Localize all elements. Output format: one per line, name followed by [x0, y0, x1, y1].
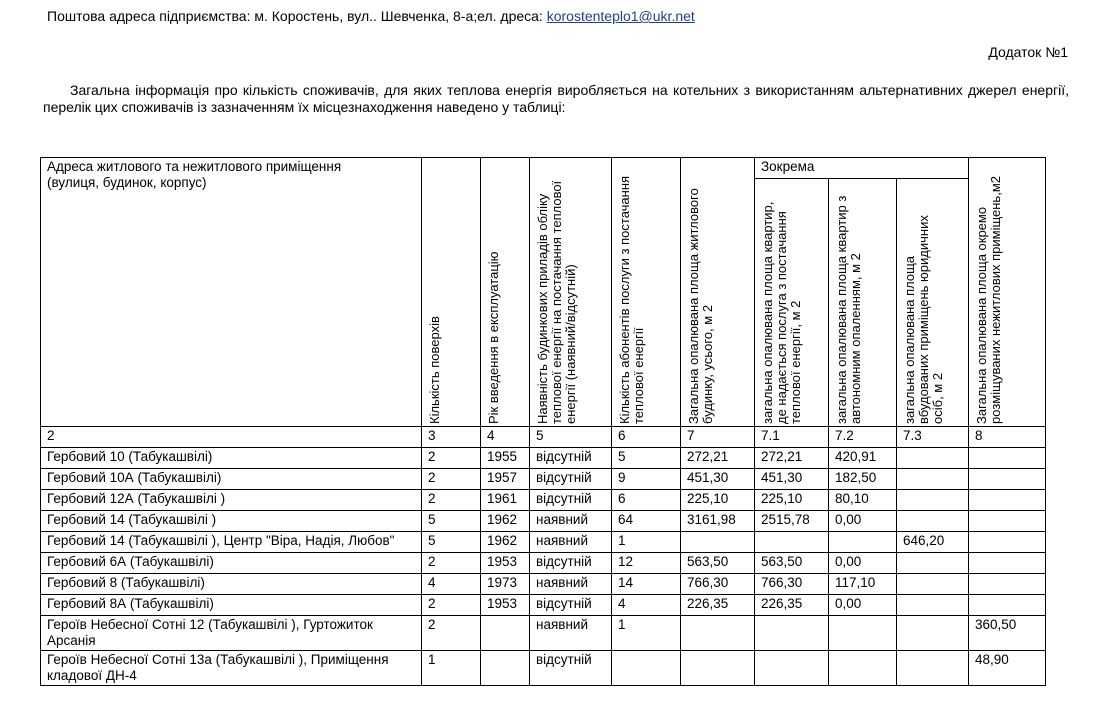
cell-area-71: 451,30 — [755, 469, 829, 490]
cell-area-total — [681, 651, 755, 686]
cell-area-71: 226,35 — [755, 595, 829, 616]
cell-area-8 — [969, 469, 1046, 490]
cell-year: 1962 — [481, 532, 530, 553]
col-number: 6 — [612, 427, 681, 448]
postal-address — [47, 8, 695, 24]
cell-floors: 2 — [422, 469, 481, 490]
cell-area-73 — [897, 490, 969, 511]
cell-address: Гербовий 14 (Табукашвілі ), Центр "Віра, Надія, Любов" — [41, 532, 422, 553]
cell-year — [481, 651, 530, 686]
cell-area-71: 766,30 — [755, 574, 829, 595]
cell-floors: 2 — [422, 595, 481, 616]
cell-area-73: 646,20 — [897, 532, 969, 553]
cell-meter: відсутній — [530, 469, 612, 490]
table-row — [41, 651, 1046, 686]
cell-subscribers: 5 — [612, 448, 681, 469]
cell-subscribers: 4 — [612, 595, 681, 616]
cell-area-total — [681, 616, 755, 651]
cell-area-8: 360,50 — [969, 616, 1046, 651]
cell-floors: 2 — [422, 616, 481, 651]
cell-meter: відсутній — [530, 448, 612, 469]
cell-area-8 — [969, 448, 1046, 469]
table-row — [41, 595, 1046, 616]
cell-meter: наявний — [530, 511, 612, 532]
cell-area-8 — [969, 490, 1046, 511]
cell-area-total: 272,21 — [681, 448, 755, 469]
cell-subscribers: 9 — [612, 469, 681, 490]
cell-area-72: 0,00 — [829, 553, 897, 574]
cell-year: 1961 — [481, 490, 530, 511]
table-row — [41, 616, 1046, 651]
cell-floors: 2 — [422, 448, 481, 469]
header-area-total: Загальна опалювана площа житлового будинку, усього, м 2 — [681, 158, 755, 427]
table-row — [41, 490, 1046, 511]
cell-address: Гербовий 14 (Табукашвілі ) — [41, 511, 422, 532]
annex-label: Додаток №1 — [988, 44, 1068, 60]
cell-area-73 — [897, 616, 969, 651]
header-meter: Наявність будинкових приладів обліку теплової енергії на постачання теплової енергії (наявний/відсутній) — [530, 158, 612, 427]
cell-area-72 — [829, 651, 897, 686]
cell-address: Гербовий 6А (Табукашвілі) — [41, 553, 422, 574]
col-number: 5 — [530, 427, 612, 448]
cell-meter: відсутній — [530, 490, 612, 511]
cell-area-8 — [969, 553, 1046, 574]
table-row — [41, 553, 1046, 574]
cell-area-73 — [897, 651, 969, 686]
cell-subscribers — [612, 651, 681, 686]
cell-area-8: 48,90 — [969, 651, 1046, 686]
cell-address: Гербовий 10А (Табукашвілі) — [41, 469, 422, 490]
cell-area-total — [681, 532, 755, 553]
cell-area-8 — [969, 574, 1046, 595]
cell-area-8 — [969, 532, 1046, 553]
cell-area-72: 0,00 — [829, 511, 897, 532]
header-year: Рік введення в експлуатацію — [481, 158, 530, 427]
header-floors: Кількість поверхів — [422, 158, 481, 427]
table-row — [41, 574, 1046, 595]
cell-year: 1955 — [481, 448, 530, 469]
col-number: 7 — [681, 427, 755, 448]
col-number: 7.2 — [829, 427, 897, 448]
cell-year: 1953 — [481, 595, 530, 616]
cell-area-total: 3161,98 — [681, 511, 755, 532]
col-number: 2 — [41, 427, 422, 448]
cell-floors: 5 — [422, 532, 481, 553]
cell-year: 1957 — [481, 469, 530, 490]
cell-meter: наявний — [530, 574, 612, 595]
cell-area-71: 272,21 — [755, 448, 829, 469]
header-area-8: Загальна опалювана площа окремо розміщуваних нежитлових приміщень,м2 — [969, 158, 1046, 427]
cell-area-71 — [755, 616, 829, 651]
cell-subscribers: 14 — [612, 574, 681, 595]
header-zokrema: Зокрема — [755, 158, 969, 179]
cell-address: Гербовий 10 (Табукашвілі) — [41, 448, 422, 469]
col-number: 8 — [969, 427, 1046, 448]
cell-area-71: 2515,78 — [755, 511, 829, 532]
cell-area-71: 225,10 — [755, 490, 829, 511]
cell-area-total: 225,10 — [681, 490, 755, 511]
header-area-71: загальна опалювана площа квартир, де надається послуга з постачання теплової енергії, м 2 — [755, 179, 829, 427]
header-subscribers: Кількість абонентів послуги з постачання теплової енергії — [612, 158, 681, 427]
cell-area-72: 0,00 — [829, 595, 897, 616]
cell-meter: наявний — [530, 532, 612, 553]
cell-area-73 — [897, 469, 969, 490]
cell-year: 1973 — [481, 574, 530, 595]
header-area-72: загальна опалювана площа квартир з автономним опаленням, м 2 — [829, 179, 897, 427]
cell-address: Гербовий 8 (Табукашвілі) — [41, 574, 422, 595]
cell-area-72: 80,10 — [829, 490, 897, 511]
cell-area-72: 182,50 — [829, 469, 897, 490]
cell-area-72: 117,10 — [829, 574, 897, 595]
cell-area-73 — [897, 595, 969, 616]
cell-area-total: 226,35 — [681, 595, 755, 616]
cell-area-total: 766,30 — [681, 574, 755, 595]
cell-area-73 — [897, 511, 969, 532]
cell-floors: 1 — [422, 651, 481, 686]
cell-floors: 2 — [422, 553, 481, 574]
intro-paragraph: Загальна інформація про кількість споживачів, для яких теплова енергія виробляється на котельних з використанням альтернативних джерел енергії, перелік цих споживачів із зазначенням їх місцезнаходження наведено у таблиці: — [43, 82, 1069, 115]
cell-subscribers: 12 — [612, 553, 681, 574]
cell-area-72: 420,91 — [829, 448, 897, 469]
cell-area-8 — [969, 511, 1046, 532]
cell-address: Героїв Небесної Сотні 12 (Табукашвілі ), Гуртожиток Арсанія — [41, 616, 422, 651]
cell-subscribers: 64 — [612, 511, 681, 532]
cell-meter: наявний — [530, 616, 612, 651]
cell-year — [481, 616, 530, 651]
cell-area-72 — [829, 616, 897, 651]
cell-area-72 — [829, 532, 897, 553]
cell-area-71 — [755, 532, 829, 553]
table-row — [41, 511, 1046, 532]
consumers-table — [40, 157, 1046, 686]
header-area-73: загальна опалювана площа вбудованих приміщень юридичних осіб, м 2 — [897, 179, 969, 427]
cell-subscribers: 6 — [612, 490, 681, 511]
cell-meter: відсутній — [530, 553, 612, 574]
cell-area-total: 563,50 — [681, 553, 755, 574]
cell-year: 1962 — [481, 511, 530, 532]
col-number: 7.3 — [897, 427, 969, 448]
cell-subscribers: 1 — [612, 616, 681, 651]
header-row-top — [41, 158, 1046, 179]
cell-subscribers: 1 — [612, 532, 681, 553]
cell-address: Героїв Небесної Сотні 13а (Табукашвілі ), Приміщення кладової ДН-4 — [41, 651, 422, 686]
cell-area-73 — [897, 574, 969, 595]
cell-area-73 — [897, 448, 969, 469]
cell-floors: 4 — [422, 574, 481, 595]
col-number: 3 — [422, 427, 481, 448]
address-text: Поштова адреса підприємства: м. Коростень, вул.. Шевченка, 8-а;ел. дреса: — [47, 8, 547, 24]
table-row — [41, 469, 1046, 490]
cell-floors: 2 — [422, 490, 481, 511]
column-number-row — [41, 427, 1046, 448]
cell-address: Гербовий 8А (Табукашвілі) — [41, 595, 422, 616]
col-number: 7.1 — [755, 427, 829, 448]
cell-area-73 — [897, 553, 969, 574]
cell-floors: 5 — [422, 511, 481, 532]
cell-year: 1953 — [481, 553, 530, 574]
cell-area-71 — [755, 651, 829, 686]
cell-meter: відсутній — [530, 651, 612, 686]
col-number: 4 — [481, 427, 530, 448]
table-row — [41, 448, 1046, 469]
cell-meter: відсутній — [530, 595, 612, 616]
cell-area-total: 451,30 — [681, 469, 755, 490]
email-link[interactable]: korostenteplo1@ukr.net — [546, 8, 695, 24]
table-row — [41, 532, 1046, 553]
cell-area-8 — [969, 595, 1046, 616]
cell-address: Гербовий 12А (Табукашвілі ) — [41, 490, 422, 511]
cell-area-71: 563,50 — [755, 553, 829, 574]
header-address: Адреса житлового та нежитлового приміщення (вулиця, будинок, корпус) — [41, 158, 422, 427]
